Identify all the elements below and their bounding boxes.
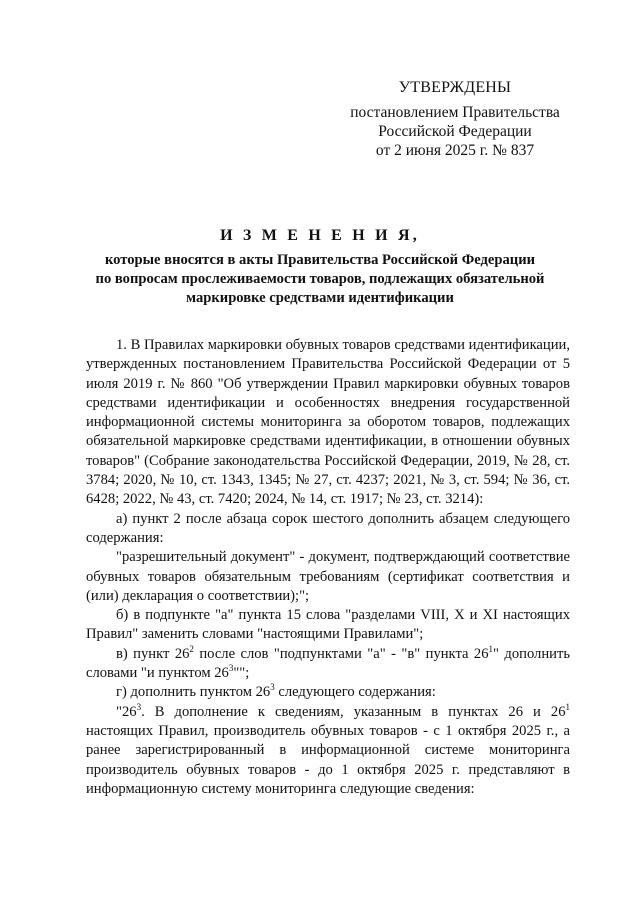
subtitle-line-3: маркировке средствами идентификации [186, 290, 454, 306]
document-subtitle [70, 251, 570, 308]
superscript: 3 [270, 682, 275, 693]
approval-line-1: постановлением Правительства [350, 104, 560, 121]
paragraph-subitem-b: б) в подпункте "а" пункта 15 слова "разделами VIII, X и XI настоящих Правил" заменить словами "настоящими Правилами"; [86, 607, 570, 643]
superscript: 1 [565, 701, 570, 712]
text-fragment: в) пункт 26 [116, 645, 190, 662]
paragraph-item-26-3 [86, 703, 570, 799]
paragraph-quote-permit-document: "разрешительный документ" - документ, подтверждающий соответствие обувных товаров обязательным требованиям (сертификат соответствия и (или) декларация о соответствии);"; [86, 549, 570, 604]
text-fragment: . В дополнение к сведениям, указанным в пунктах 26 и 26 [141, 703, 566, 720]
paragraph-subitem-a: а) пункт 2 после абзаца сорок шестого дополнить абзацем следующего содержания: [86, 510, 570, 546]
approval-stamp [340, 78, 570, 160]
text-fragment: после слов "подпунктами "а" - "в" пункта 26 [193, 645, 489, 662]
paragraph-item-1: 1. В Правилах маркировки обувных товаров средствами идентификации, утвержденных постановлением Правительства Российской Федерации от 5 июля 2019 г. № 860 "Об утверждении Правил маркировки обувных товаров средствами идентификации и особенностях внедрения государственной информационной системы мониторинга за оборотом товаров, подлежащих обязательной маркировке средствами идентификации, в отношении обувных товаров" (Собрание законодательства Российской Федерации, 2019, № 28, ст. 3784; 2020, № 10, ст. 1343, 1345; № 27, ст. 4237; 2021, № 3, ст. 594; № 36, ст. 6428; 2022, № 43, ст. 7420; 2024, № 14, ст. 1917; № 23, ст. 3214): [86, 337, 570, 508]
text-fragment: следующего содержания: [274, 684, 436, 701]
document-title: И З М Е Н Е Н И Я, [220, 227, 420, 244]
subtitle-line-2: по вопросам прослеживаемости товаров, подлежащих обязательной [95, 271, 545, 287]
text-fragment: ""; [233, 665, 250, 682]
text-fragment: "26 [116, 703, 137, 720]
subtitle-line-1: которые вносятся в акты Правительства Российской Федерации [104, 252, 536, 268]
approval-title: УТВЕРЖДЕНЫ [398, 79, 512, 96]
superscript: 3 [136, 701, 142, 712]
text-fragment: " дополнить словами "и пунктом 26 [86, 645, 570, 682]
paragraph-subitem-v [86, 645, 570, 684]
paragraph-subitem-g [86, 683, 570, 702]
superscript: 1 [488, 643, 494, 654]
superscript: 2 [189, 643, 194, 654]
approval-line-2: Российской Федерации [378, 123, 532, 140]
text-fragment: настоящих Правил, производитель обувных товаров - с 1 октября 2025 г., а ранее зарегистрированный в информационной системе мониторинга производитель обувных товаров - до 1 октября 2025 г. представляют в информационную систему мониторинга следующие сведения: [86, 722, 570, 797]
text-fragment: г) дополнить пунктом 26 [116, 684, 271, 701]
superscript: 3 [228, 663, 234, 674]
approval-line-3: от 2 июня 2025 г. № 837 [375, 142, 535, 159]
document-body [86, 336, 570, 799]
